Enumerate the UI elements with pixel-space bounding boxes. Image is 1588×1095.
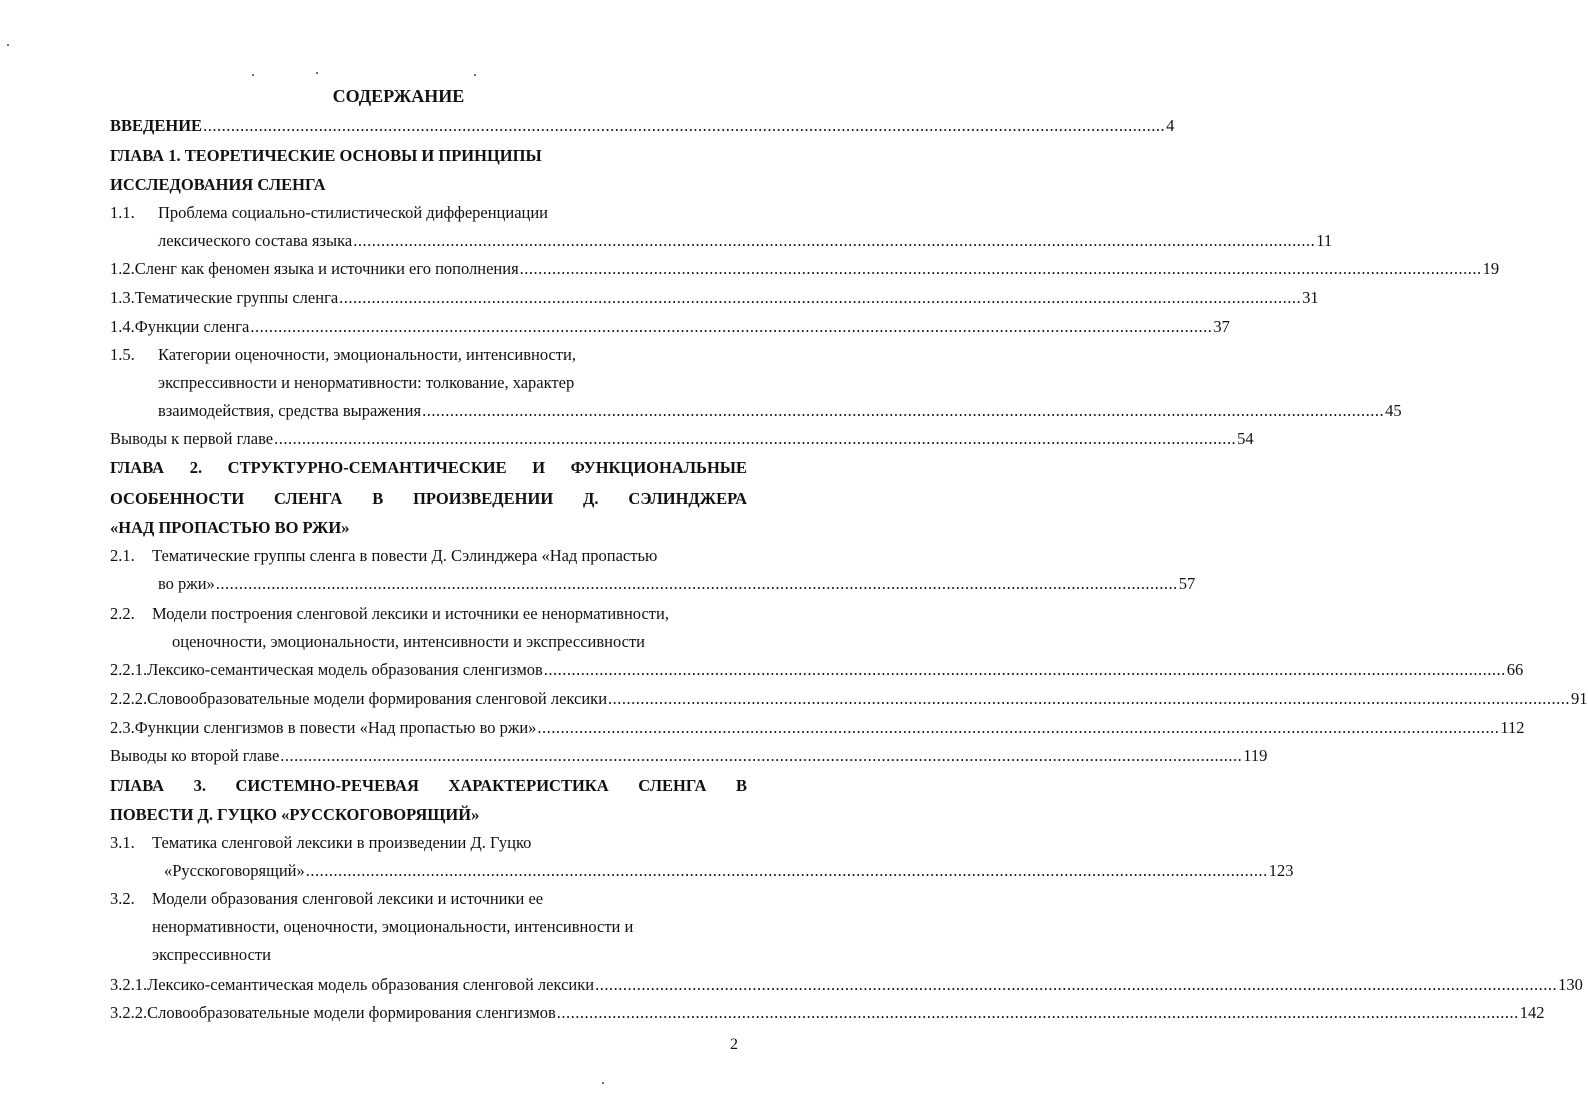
toc-entry-text: «Русскоговорящий» <box>164 861 305 880</box>
section-number: 2.3. <box>110 718 135 737</box>
toc-entry-2-3[interactable] <box>110 715 1525 741</box>
chapter-1-heading-cont: ИССЛЕДОВАНИЯ СЛЕНГА <box>110 175 326 194</box>
toc-entry-text: Проблема социально-стилистической дифференциации <box>158 203 549 222</box>
section-number: 3.2.2. <box>110 1003 148 1022</box>
chapter-2-heading[interactable]: ГЛАВА 2. СТРУКТУРНО-СЕМАНТИЧЕСКИЕ И ФУНКЦИОНАЛЬНЫЕ <box>110 458 747 477</box>
chapter-2-heading-cont: «НАД ПРОПАСТЬЮ ВО РЖИ» <box>110 518 350 537</box>
toc-entry-page: 31 <box>1302 288 1319 307</box>
toc-entry-page: 130 <box>1558 975 1583 994</box>
section-number: 2.1. <box>110 546 135 565</box>
section-number: 3.2.1. <box>110 975 148 994</box>
leader-dots: ................................................................................................................................................................................................................ <box>519 259 1482 278</box>
page-number: 2 <box>730 1036 738 1053</box>
section-number: 1.4. <box>110 317 135 336</box>
leader-dots: ................................................................................................................................................................................................................ <box>608 689 1571 708</box>
scan-speck <box>602 1082 604 1084</box>
scan-speck <box>7 44 9 46</box>
leader-dots: ................................................................................................................................................................................................................ <box>543 660 1506 679</box>
toc-entry-1-5-cont: экспрессивности и ненормативности: толкование, характер <box>158 373 575 392</box>
toc-entry-2-2-1[interactable] <box>110 657 1524 683</box>
chapter-1-heading[interactable]: ГЛАВА 1. ТЕОРЕТИЧЕСКИЕ ОСНОВЫ И ПРИНЦИПЫ <box>110 146 542 165</box>
leader-dots: ................................................................................................................................................................................................................ <box>203 116 1166 135</box>
toc-entry-2-2-cont: оценочности, эмоциональности, интенсивности и экспрессивности <box>172 632 646 651</box>
toc-entry-text: Функции сленга <box>134 317 250 336</box>
toc-entry-1-5[interactable] <box>110 342 576 368</box>
toc-entry-2-1-cont <box>158 571 1196 597</box>
section-number: 1.5. <box>110 345 135 364</box>
leader-dots: ................................................................................................................................................................................................................ <box>537 718 1500 737</box>
toc-entry-page: 11 <box>1316 231 1333 250</box>
toc-entry-text: лексического состава языка <box>158 231 353 250</box>
leader-dots: ................................................................................................................................................................................................................ <box>305 861 1268 880</box>
toc-entry-3-1-cont <box>164 858 1294 884</box>
section-number: 1.1. <box>110 203 135 222</box>
toc-entry-text: Сленг как феномен языка и источники его пополнения <box>134 259 519 278</box>
toc-entry-page: 66 <box>1506 660 1524 679</box>
toc-entry-page: 91 <box>1571 689 1588 708</box>
toc-entry-text: взаимодействия, средства выражения <box>158 401 422 420</box>
toc-entry-1-1-cont <box>158 228 1333 254</box>
toc-entry-3-1[interactable] <box>110 830 531 856</box>
toc-entry-label: ВВЕДЕНИЕ <box>110 116 203 135</box>
toc-entry-text: Выводы к первой главе <box>110 429 274 448</box>
page-title: СОДЕРЖАНИЕ <box>332 86 465 106</box>
toc-entry-2-1[interactable] <box>110 543 657 569</box>
toc-entry-1-2[interactable] <box>110 256 1500 282</box>
toc-entry-text: Тематические группы сленга <box>134 288 339 307</box>
toc-entry-text: Модели построения сленговой лексики и источники ее ненормативности, <box>152 604 669 623</box>
toc-entry-3-2-cont: экспрессивности <box>152 945 271 964</box>
toc-entry-text: Словообразовательные модели формирования сленговой лексики <box>147 689 608 708</box>
toc-entry-text: Лексико-семантическая модель образования сленгизмов <box>147 660 543 679</box>
section-number: 1.2. <box>110 259 135 278</box>
toc-entry-1-1[interactable] <box>110 200 548 226</box>
leader-dots: ................................................................................................................................................................................................................ <box>280 746 1243 765</box>
toc-entry-conclusions-1[interactable] <box>110 426 1254 452</box>
toc-entry-2-2-2[interactable] <box>110 686 1588 712</box>
section-number: 1.3. <box>110 288 135 307</box>
toc-entry-text: Тематические группы сленга в повести Д. Сэлинджера «Над пропастью <box>152 546 658 565</box>
leader-dots: ................................................................................................................................................................................................................ <box>215 574 1178 593</box>
toc-entry-page: 45 <box>1385 401 1402 420</box>
scan-speck <box>474 74 476 76</box>
toc-entry-text: Словообразовательные модели формирования сленгизмов <box>147 1003 556 1022</box>
toc-entry-page: 142 <box>1519 1003 1545 1022</box>
toc-entry-1-5-cont <box>158 398 1402 424</box>
toc-entry-text: Лексико-семантическая модель образования сленговой лексики <box>147 975 595 994</box>
toc-entry-2-2[interactable] <box>110 601 669 627</box>
toc-entry-page: 112 <box>1500 718 1525 737</box>
toc-entry-3-2[interactable] <box>110 886 543 912</box>
section-number: 2.2.2. <box>110 689 148 708</box>
toc-entry-3-2-cont: ненормативности, оценочности, эмоциональности, интенсивности и <box>152 917 634 936</box>
toc-entry-page: 37 <box>1213 317 1230 336</box>
toc-entry-page: 123 <box>1268 861 1294 880</box>
toc-entry-text: Категории оценочности, эмоциональности, интенсивности, <box>158 345 576 364</box>
section-number: 3.2. <box>110 889 135 908</box>
section-number: 2.2. <box>110 604 135 623</box>
leader-dots: ................................................................................................................................................................................................................ <box>250 317 1213 336</box>
leader-dots: ................................................................................................................................................................................................................ <box>339 288 1302 307</box>
toc-entry-text: Выводы ко второй главе <box>110 746 280 765</box>
toc-entry-text: Функции сленгизмов в повести «Над пропастью во ржи» <box>134 718 537 737</box>
toc-entry-intro[interactable] <box>110 113 1175 139</box>
section-number: 2.2.1. <box>110 660 148 679</box>
scan-speck <box>316 72 318 74</box>
leader-dots: ................................................................................................................................................................................................................ <box>353 231 1316 250</box>
chapter-2-heading-cont: ОСОБЕННОСТИ СЛЕНГА В ПРОИЗВЕДЕНИИ Д. СЭЛИНДЖЕРА <box>110 489 747 508</box>
toc-entry-3-2-1[interactable] <box>110 972 1583 998</box>
toc-entry-page: 54 <box>1237 429 1254 448</box>
toc-entry-page: 4 <box>1166 116 1175 135</box>
toc-entry-1-4[interactable] <box>110 314 1230 340</box>
toc-entry-1-3[interactable] <box>110 285 1319 311</box>
leader-dots: ................................................................................................................................................................................................................ <box>556 1003 1519 1022</box>
toc-entry-page: 119 <box>1243 746 1268 765</box>
leader-dots: ................................................................................................................................................................................................................ <box>595 975 1558 994</box>
scan-speck <box>252 74 254 76</box>
leader-dots: ................................................................................................................................................................................................................ <box>422 401 1385 420</box>
toc-entry-conclusions-2[interactable] <box>110 743 1268 769</box>
toc-entry-text: во ржи» <box>158 574 215 593</box>
toc-entry-3-2-2[interactable] <box>110 1000 1545 1026</box>
chapter-3-heading[interactable]: ГЛАВА 3. СИСТЕМНО-РЕЧЕВАЯ ХАРАКТЕРИСТИКА СЛЕНГА В <box>110 776 747 795</box>
leader-dots: ................................................................................................................................................................................................................ <box>274 429 1237 448</box>
toc-entry-text: Модели образования сленговой лексики и источники ее <box>152 889 544 908</box>
chapter-3-heading-cont: ПОВЕСТИ Д. ГУЦКО «РУССКОГОВОРЯЩИЙ» <box>110 805 480 824</box>
section-number: 3.1. <box>110 833 135 852</box>
toc-entry-page: 19 <box>1482 259 1500 278</box>
toc-entry-text: Тематика сленговой лексики в произведении Д. Гуцко <box>152 833 532 852</box>
toc-entry-page: 57 <box>1178 574 1196 593</box>
